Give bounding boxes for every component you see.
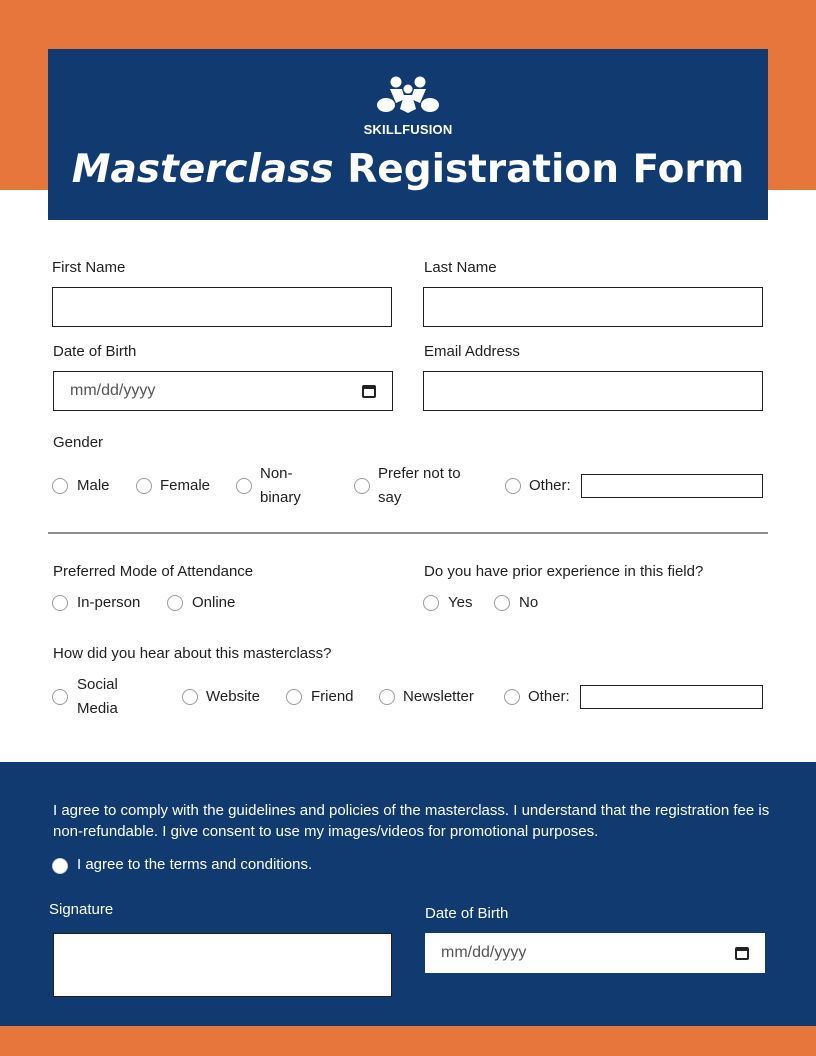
footer-dob-placeholder: mm/dd/yyyy bbox=[441, 944, 527, 961]
source-website-radio[interactable] bbox=[182, 689, 198, 705]
calendar-icon[interactable] bbox=[735, 947, 749, 960]
source-friend-label: Friend bbox=[311, 688, 354, 705]
source-other-input[interactable] bbox=[580, 685, 763, 709]
source-other-label: Other: bbox=[528, 688, 570, 705]
dob-label: Date of Birth bbox=[53, 343, 137, 360]
source-friend-radio[interactable] bbox=[286, 689, 302, 705]
agreement-text: I agree to comply with the guidelines and policies of the masterclass. I understand that the registration fee is non-refundable. I give consent to use my images/videos for promotional purposes. bbox=[53, 802, 770, 840]
footer-dob-label: Date of Birth bbox=[425, 905, 509, 922]
footer-dob-input[interactable] bbox=[425, 933, 765, 973]
source-social-radio[interactable] bbox=[52, 689, 68, 705]
gender-nonbinary-label bbox=[260, 462, 301, 510]
title-italic: Masterclass bbox=[71, 147, 334, 192]
email-input[interactable] bbox=[423, 371, 763, 411]
experience-yes-label: Yes bbox=[448, 594, 473, 611]
title-rest: Registration Form bbox=[347, 147, 745, 192]
gender-female-label: Female bbox=[160, 477, 211, 494]
gender-other-radio[interactable] bbox=[505, 478, 521, 494]
source-label: How did you hear about this masterclass? bbox=[53, 645, 332, 662]
agree-terms-label: I agree to the terms and conditions. bbox=[77, 856, 313, 873]
gender-prefer-not-line1: Prefer not to bbox=[378, 465, 461, 482]
gender-prefer-not-line2: say bbox=[378, 489, 402, 506]
section-divider bbox=[48, 532, 768, 534]
skillfusion-logo-icon bbox=[48, 75, 768, 119]
first-name-label: First Name bbox=[52, 259, 126, 276]
source-social-line1: Social bbox=[77, 676, 118, 693]
calendar-icon[interactable] bbox=[362, 385, 376, 398]
gender-nonbinary-radio[interactable] bbox=[236, 478, 252, 494]
last-name-input[interactable] bbox=[423, 287, 763, 327]
signature-label: Signature bbox=[49, 901, 114, 918]
email-label: Email Address bbox=[424, 343, 520, 360]
dob-placeholder: mm/dd/yyyy bbox=[70, 382, 156, 399]
source-website-label: Website bbox=[206, 688, 260, 705]
experience-no-radio[interactable] bbox=[494, 595, 510, 611]
dob-input[interactable] bbox=[53, 371, 393, 411]
gender-prefer-not-label bbox=[378, 462, 461, 510]
source-newsletter-radio[interactable] bbox=[379, 689, 395, 705]
attendance-online-radio[interactable] bbox=[167, 595, 183, 611]
form-header bbox=[48, 49, 768, 220]
signature-input[interactable] bbox=[53, 933, 392, 997]
gender-male-radio[interactable] bbox=[52, 478, 68, 494]
gender-nonbinary-line2: binary bbox=[260, 489, 301, 506]
experience-yes-radio[interactable] bbox=[423, 595, 439, 611]
page-title bbox=[48, 147, 768, 192]
gender-nonbinary-line1: Non- bbox=[260, 465, 293, 482]
bottom-orange-band bbox=[0, 1026, 816, 1056]
source-other-radio[interactable] bbox=[504, 689, 520, 705]
brand-name: SKILLFUSION bbox=[363, 122, 453, 137]
attendance-in-person-radio[interactable] bbox=[52, 595, 68, 611]
source-social-line2: Media bbox=[77, 700, 118, 717]
agreement-section bbox=[0, 762, 816, 1026]
attendance-online-label: Online bbox=[192, 594, 236, 611]
attendance-label: Preferred Mode of Attendance bbox=[53, 563, 254, 580]
experience-no-label: No bbox=[519, 594, 539, 611]
gender-other-input[interactable] bbox=[581, 474, 763, 498]
gender-male-label: Male bbox=[77, 477, 110, 494]
experience-label: Do you have prior experience in this field? bbox=[424, 563, 704, 580]
gender-label: Gender bbox=[53, 434, 104, 451]
gender-female-radio[interactable] bbox=[136, 478, 152, 494]
first-name-input[interactable] bbox=[52, 287, 392, 327]
gender-other-label: Other: bbox=[529, 477, 571, 494]
gender-prefer-not-radio[interactable] bbox=[354, 478, 370, 494]
attendance-in-person-label: In-person bbox=[77, 594, 141, 611]
last-name-label: Last Name bbox=[424, 259, 497, 276]
source-newsletter-label: Newsletter bbox=[403, 688, 474, 705]
agree-terms-radio[interactable] bbox=[52, 858, 68, 874]
source-social-label bbox=[77, 673, 118, 721]
